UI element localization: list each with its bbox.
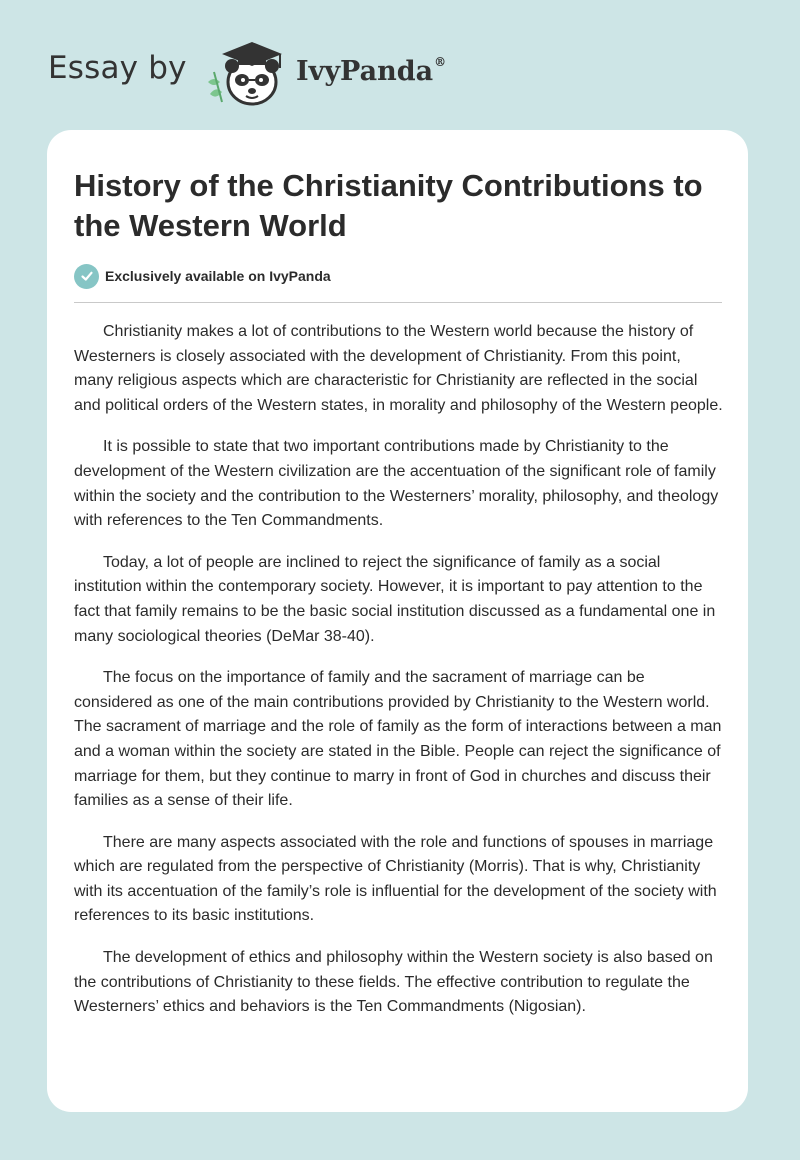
paragraph: Christianity makes a lot of contributions to the Western world because the history of Westerners is closely associated with the development of Christianity. From this point, many religious aspects which are characteristic for Christianity are reflected in the social and political orders of the Western states, in morality and philosophy of the Western people. bbox=[74, 323, 723, 414]
site-header bbox=[0, 0, 800, 120]
paragraph: It is possible to state that two important contributions made by Christianity to the development of the Western civilization are the accentuation of the significant role of family within the society and the contribution to the Westerners’ morality, philosophy, and theology with references to the Ten Commandments. bbox=[74, 438, 719, 530]
article-card bbox=[47, 130, 748, 1112]
paragraph: There are many aspects associated with the role and functions of spouses in marriage which are regulated from the perspective of Christianity (Morris). That is why, Christianity with its accentuation of the family’s role is influential for the development of the society with references to its basic institutions. bbox=[74, 833, 717, 925]
registered-mark: ® bbox=[434, 55, 447, 69]
paragraph: The development of ethics and philosophy within the Western society is also based on the contributions of Christianity to these fields. The effective contribution to regulate the Westerners’ ethics and behaviors is the Ten Commandments (Nigosian). bbox=[74, 949, 713, 1016]
brand-name[interactable] bbox=[296, 55, 446, 87]
brand-name-text: IvyPanda bbox=[296, 56, 434, 87]
paragraph: The focus on the importance of family and the sacrament of marriage can be considered as one of the main contributions provided by Christianity to the Western world. The sacrament of marriage and the role of family as the form of interactions between a man and a woman within the society are stated in the Bible. People can reject the significance of marriage for them, but they continue to marry in front of God in churches and discuss their families as a sense of their life. bbox=[74, 669, 722, 810]
article-title: History of the Christianity Contributions to the Western World bbox=[74, 168, 703, 243]
checkmark-icon bbox=[74, 264, 99, 289]
paragraph: Today, a lot of people are inclined to reject the significance of family as a social institution within the contemporary society. However, it is important to pay attention to the fact that family remains to be the basic social institution discussed as a fundamental one in many sociological theories (DeMar 38-40). bbox=[74, 553, 716, 645]
divider bbox=[74, 302, 722, 303]
exclusive-badge bbox=[74, 263, 331, 289]
exclusive-badge-text: Exclusively available on IvyPanda bbox=[105, 268, 331, 284]
essay-by-label: Essay by bbox=[48, 50, 187, 86]
panda-graduate-logo-icon[interactable] bbox=[200, 36, 292, 108]
article-body bbox=[74, 320, 724, 1037]
